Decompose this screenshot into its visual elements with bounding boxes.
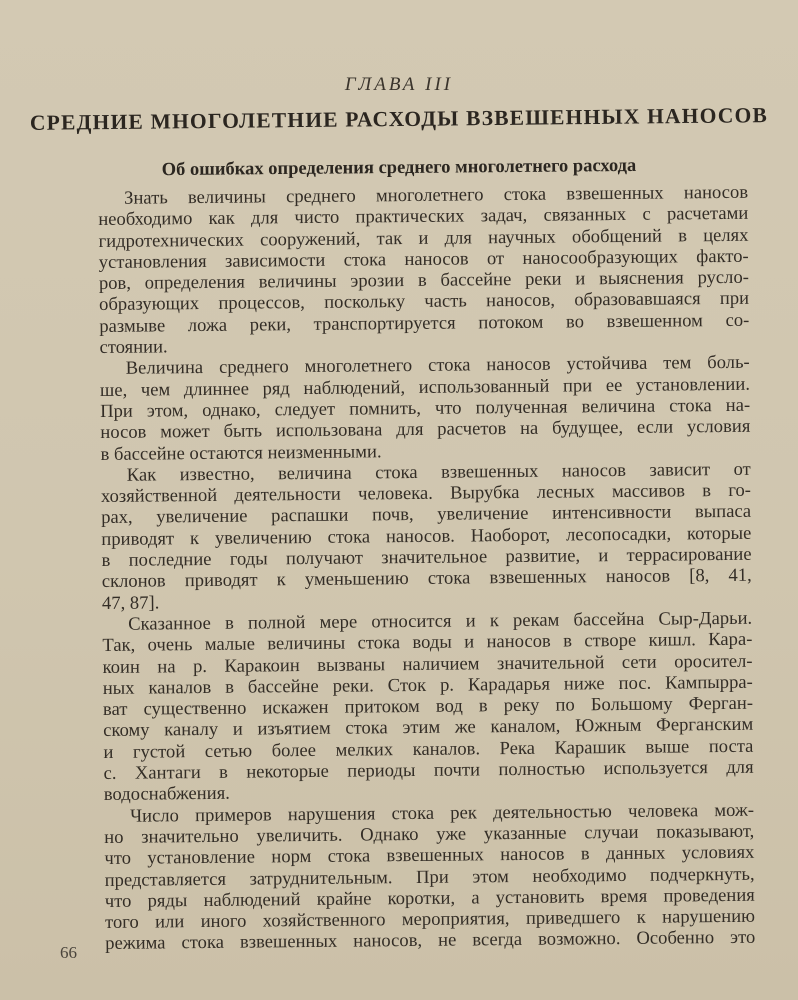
section-subtitle: Об ошибках определения среднего многолетнего расхода: [161, 155, 637, 181]
chapter-label: ГЛАВА III: [344, 74, 454, 95]
text-line: и густой сетью более мелких каналов. Река Карашик выше поста: [103, 735, 754, 763]
text-line: скому каналу и изъятием стока этим же каналом, Южным Ферганским: [103, 714, 754, 742]
text-line: хозяйственной деятельности человека. Вырубка лесных массивов в го-: [100, 479, 752, 508]
text-line: Так, очень малые величины стока воды и наносов в створе кишл. Карa-: [102, 628, 753, 657]
text-line: что установление норм стока взвешенных наносов в данных условиях: [104, 841, 755, 870]
text-line: ных каналов в бассейне реки. Сток р. Карадарья ниже пос. Кампырра-: [102, 671, 753, 699]
text-line: носов может быть использована для расчетов на будущее, если условия: [100, 416, 751, 444]
text-line: ров, определения величины эрозии в бассейне реки и выяснения русло-: [98, 266, 749, 295]
text-line: установления зависимости стока наносов от наносообразующих факто-: [98, 245, 749, 273]
text-line: с. Хантаги в некоторые периоды почти полностью используется для: [103, 756, 754, 784]
text-line: Величина среднего многолетнего стока наносов устойчива тем боль-: [125, 352, 750, 380]
text-line: коин на р. Каракоин вызваны наличием значительной сети оросител-: [102, 650, 753, 678]
text-line: склонов приводят к уменьшению стока взвешенных наносов [8, 41,: [101, 565, 752, 593]
chapter-title: СРЕДНИЕ МНОГОЛЕТНИЕ РАСХОДЫ ВЗВЕШЕННЫХ НАНОСОВ: [29, 103, 769, 135]
text-line: что ряды наблюдений крайне коротки, а установить время проведения: [104, 884, 755, 912]
text-line: водоснабжения.: [103, 783, 230, 806]
text-line: При этом, однако, следует помнить, что полученная величина стока на-: [100, 394, 751, 422]
page-number: 66: [60, 943, 77, 962]
text-line: Сказанное в полной мере относится и к рекам бассейна Сыр-Дарьи.: [128, 607, 753, 635]
text-line: того или иного хозяйственного мероприятия, приведшего к нарушению: [104, 905, 756, 934]
text-line: но значительно увеличить. Однако уже указанные случаи показывают,: [104, 820, 755, 848]
text-line: стоянии.: [99, 336, 168, 359]
text-line: Как известно, величина стока взвешенных наносов зависит от: [126, 458, 751, 486]
text-line: рах, увеличение распашки почв, увеличение интенсивности выпаса: [101, 501, 752, 529]
text-line: в бассейне остаются неизменными.: [100, 440, 382, 465]
text-line: ше, чем длиннее ряд наблюдений, использованный при ее установлении.: [99, 373, 751, 401]
text-line: размыве ложа реки, транспортируется потоком во взвешенном со-: [99, 309, 750, 337]
text-line: режима стока взвешенных наносов, не всегда возможно. Особенно это: [105, 927, 756, 955]
text-line: приводят к увеличению стока наносов. Наоборот, лесопосадки, которые: [101, 522, 752, 550]
text-line: гидротехнических сооружений, так и для научных обобщений в целях: [98, 224, 749, 252]
text-line: образующих процессов, поскольку часть наносов, образовавшаяся при: [99, 288, 750, 316]
text-line: представляется затруднительным. При этом необходимо подчеркнуть,: [104, 863, 755, 891]
text-line: в последние годы получают значительное развитие, и террасирование: [101, 543, 752, 572]
text-line: Число примеров нарушения стока рек деятельностью человека мож-: [129, 799, 755, 827]
text-line: 47, 87].: [101, 592, 160, 614]
text-line: необходимо как для чисто практических задач, связанных с расчетами: [98, 203, 749, 231]
text-line: Знать величины среднего многолетнего стока взвешенных наносов: [123, 181, 749, 209]
body-text: [98, 182, 755, 955]
text-line: ват существенно искажен притоком вод в реку по Большому Ферган-: [102, 692, 754, 721]
